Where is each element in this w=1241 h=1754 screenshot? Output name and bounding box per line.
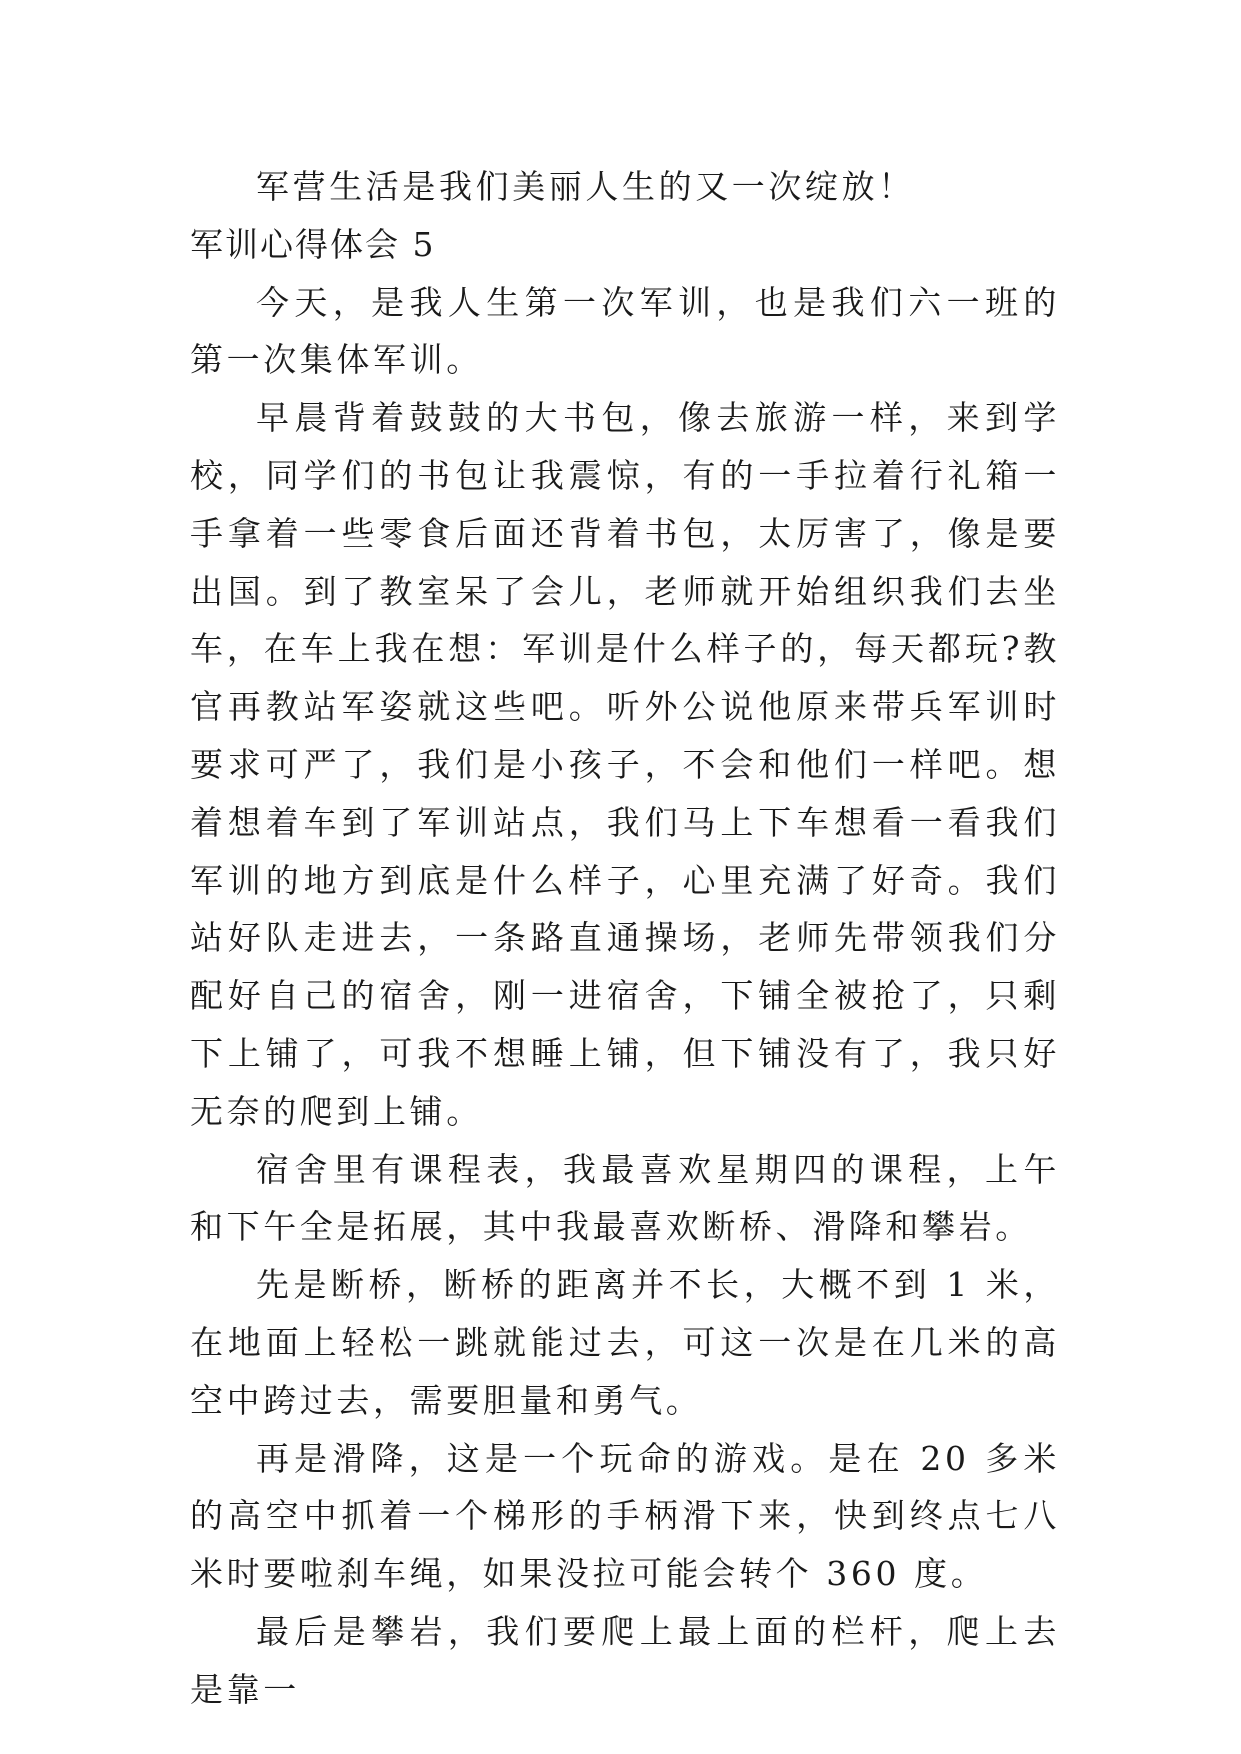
paragraph: 宿舍里有课程表，我最喜欢星期四的课程，上午和下午全是拓展，其中我最喜欢断桥、滑降和攀岩。 xyxy=(190,1149,1060,1247)
paragraph: 早晨背着鼓鼓的大书包，像去旅游一样，来到学校，同学们的书包让我震惊，有的一手拉着行礼箱一手拿着一些零食后面还背着书包，太厉害了，像是要出国。到了教室呆了会儿，老师就开始组织我们去坐车，在车上我在想：军训是什么样子的，每天都玩?教官再教站军姿就这些吧。听外公说他原来带兵军训时要求可严了，我们是小孩子，不会和他们一样吧。想着想着车到了军训站点，我们马上下车想看一看我们军训的地方到底是什么样子，心里充满了好奇。我们站好队走进去，一条路直通操场，老师先带领我们分配好自己的宿舍，刚一进宿舍，下铺全被抢了，只剩下上铺了，可我不想睡上铺，但下铺没有了，我只好无奈的爬到上铺。 xyxy=(190,398,1060,1131)
paragraph: 今天，是我人生第一次军训，也是我们六一班的第一次集体军训。 xyxy=(190,282,1060,380)
paragraph: 再是滑降，这是一个玩命的游戏。是在 20 多米的高空中抓着一个梯形的手柄滑下来，快到终点七八米时要啦刹车绳，如果没拉可能会转个 360 度。 xyxy=(190,1438,1060,1594)
section-title: 军训心得体会 5 xyxy=(190,224,436,264)
document-body xyxy=(190,158,1060,1719)
closing-line: 军营生活是我们美丽人生的又一次绽放！ xyxy=(256,167,915,206)
paragraph: 最后是攀岩，我们要爬上最上面的栏杆，爬上去是靠一 xyxy=(190,1611,1060,1709)
paragraph: 先是断桥，断桥的距离并不长，大概不到 1 米，在地面上轻松一跳就能过去，可这一次是在几米的高空中跨过去，需要胆量和勇气。 xyxy=(190,1265,1060,1420)
